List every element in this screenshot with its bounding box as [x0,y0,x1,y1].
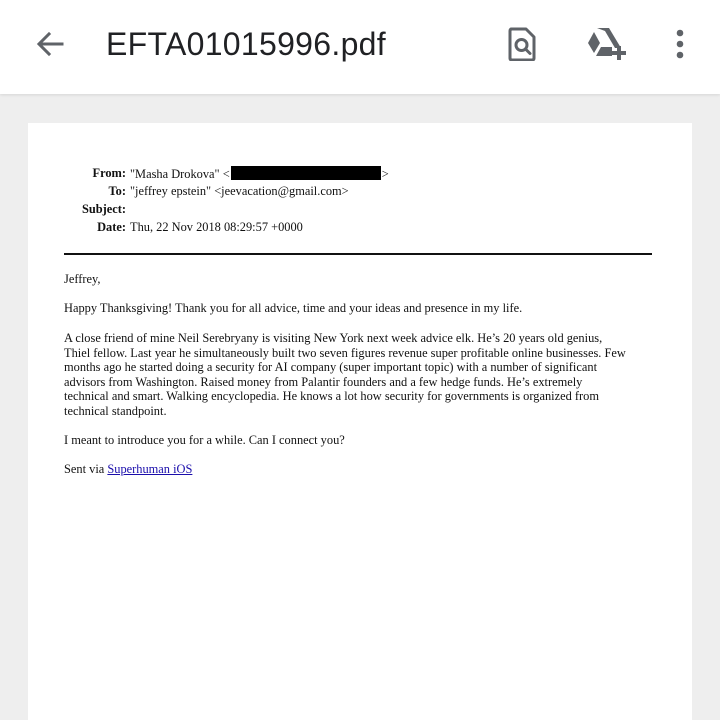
add-to-drive-icon [584,26,628,62]
add-to-drive-button[interactable] [582,20,630,68]
greeting: Jeffrey, [64,272,101,286]
from-name: "Masha Drokova" < [130,167,230,181]
to-label: To: [108,184,126,198]
document-title: EFTA01015996.pdf [106,26,386,62]
back-arrow-icon [34,28,66,60]
more-options-button[interactable] [656,20,704,68]
to-value: "jeffrey epstein" <jeevacation@gmail.com> [130,184,349,198]
from-close: > [381,167,389,181]
header-divider [64,253,652,255]
signature-prefix: Sent via [64,462,108,476]
paragraph-2-line: advisors from Washington. Raised money from Palantir founders and a few hedge funds. He’s extremely [64,374,583,389]
paragraph-2 [64,331,644,419]
app-bar [0,0,720,94]
paragraph-3: I meant to introduce you for a while. Can I connect you? [64,433,345,447]
signature [64,462,644,477]
subject-label: Subject: [81,202,126,216]
date-label: Date: [97,220,126,234]
redaction-bar [231,166,381,180]
subject-row [28,202,130,217]
back-button[interactable] [28,22,72,66]
date-row [28,220,303,235]
find-in-document-icon [507,27,537,61]
to-row [28,184,349,199]
superhuman-link[interactable]: Superhuman iOS [107,462,193,476]
paragraph-2-line: technical and smart. Walking encyclopedia. He knows a lot how security for governments is organized from [64,389,599,404]
paragraph-2-line: technical standpoint. [64,403,167,418]
pdf-page [28,123,692,720]
paragraph-2-line: months ago he started doing a security for AI company (super important topic) with a number of significant [64,360,598,375]
from-value [130,166,389,182]
paragraph-1: Happy Thanksgiving! Thank you for all advice, time and your ideas and presence in my life. [64,301,523,315]
from-label: From: [92,166,126,180]
from-row [28,166,389,182]
paragraph-2-line: Thiel fellow. Last year he simultaneously built two seven figures revenue super profitable online businesses. Few [64,345,626,360]
find-in-document-button[interactable] [498,20,546,68]
date-value: Thu, 22 Nov 2018 08:29:57 +0000 [130,220,303,234]
paragraph-2-line: A close friend of mine Neil Serebryany is visiting New York next week advice elk. He’s 20 years old genius, [64,331,603,345]
more-vert-icon [674,28,686,60]
